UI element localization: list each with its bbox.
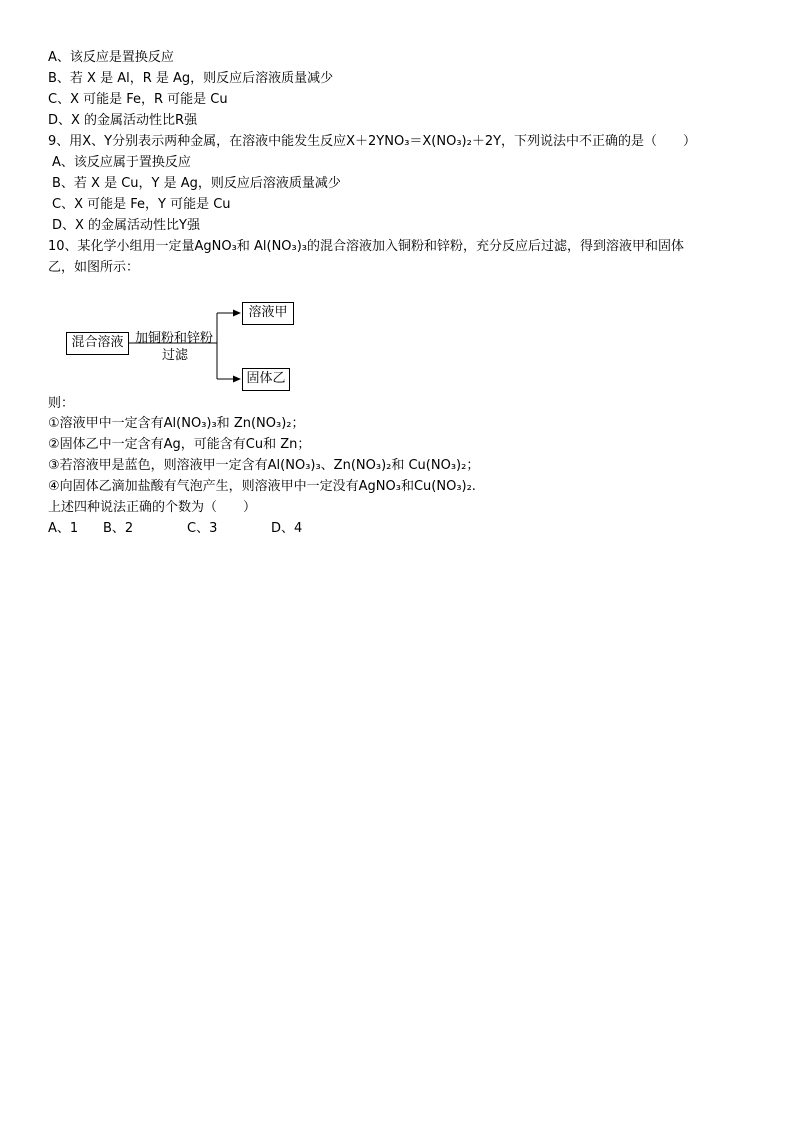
q9-option-b: B、若 X 是 Cu，Y 是 Ag，则反应后溶液质量减少 <box>52 176 341 191</box>
q10-lead: 则： <box>48 396 75 411</box>
q8-option-a: A、该反应是置换反应 <box>48 50 174 65</box>
q9-option-a: A、该反应属于置换反应 <box>52 155 191 170</box>
q10-statement-3: ③若溶液甲是蓝色，则溶液甲一定含有Al(NO₃)₃、Zn(NO₃)₂和 Cu(NO₃)₂； <box>48 458 480 473</box>
answer-option-b: B、2 <box>103 521 134 536</box>
q8-option-d: D、X 的金属活动性比R强 <box>48 113 198 128</box>
q9-option-c: C、X 可能是 Fe，Y 可能是 Cu <box>52 197 231 212</box>
q8-option-b: B、若 X 是 Al，R 是 Ag，则反应后溶液质量减少 <box>48 71 334 86</box>
q10-answer-row <box>48 520 348 538</box>
flow-diagram <box>60 295 320 395</box>
answer-option-a: A、1 <box>48 521 79 536</box>
process-label-filter: 过滤 <box>162 348 189 363</box>
q8-option-c: C、X 可能是 Fe，R 可能是 Cu <box>48 92 228 107</box>
q10-stem-line1: 10、某化学小组用一定量AgNO₃和 Al(NO₃)₃的混合溶液加入铜粉和锌粉，充分反应后过滤，得到溶液甲和固体 <box>48 239 685 254</box>
answer-option-c: C、3 <box>187 521 218 536</box>
q10-statement-1: ①溶液甲中一定含有Al(NO₃)₃和 Zn(NO₃)₂； <box>48 416 305 431</box>
q10-statement-2: ②固体乙中一定含有Ag，可能含有Cu和 Zn； <box>48 437 311 452</box>
q10-question: 上述四种说法正确的个数为（ ） <box>48 500 257 515</box>
q9-option-d: D、X 的金属活动性比Y强 <box>52 218 200 233</box>
output-box-solid-b: 固体乙 <box>242 368 290 391</box>
output-box-solution-a: 溶液甲 <box>242 302 294 325</box>
answer-option-d: D、4 <box>271 521 303 536</box>
q10-statement-4: ④向固体乙滴加盐酸有气泡产生，则溶液甲中一定没有AgNO₃和Cu(NO₃)₂. <box>48 479 476 494</box>
process-label-add-powder: 加铜粉和锌粉 <box>135 331 214 346</box>
q10-stem-line2: 乙，如图所示： <box>48 260 140 275</box>
q9-stem: 9、用X、Y分别表示两种金属，在溶液中能发生反应X＋2YNO₃＝X(NO₃)₂＋2Y，下列说法中不正确的是（ ） <box>48 134 697 149</box>
start-box-mixed-solution: 混合溶液 <box>66 332 129 355</box>
